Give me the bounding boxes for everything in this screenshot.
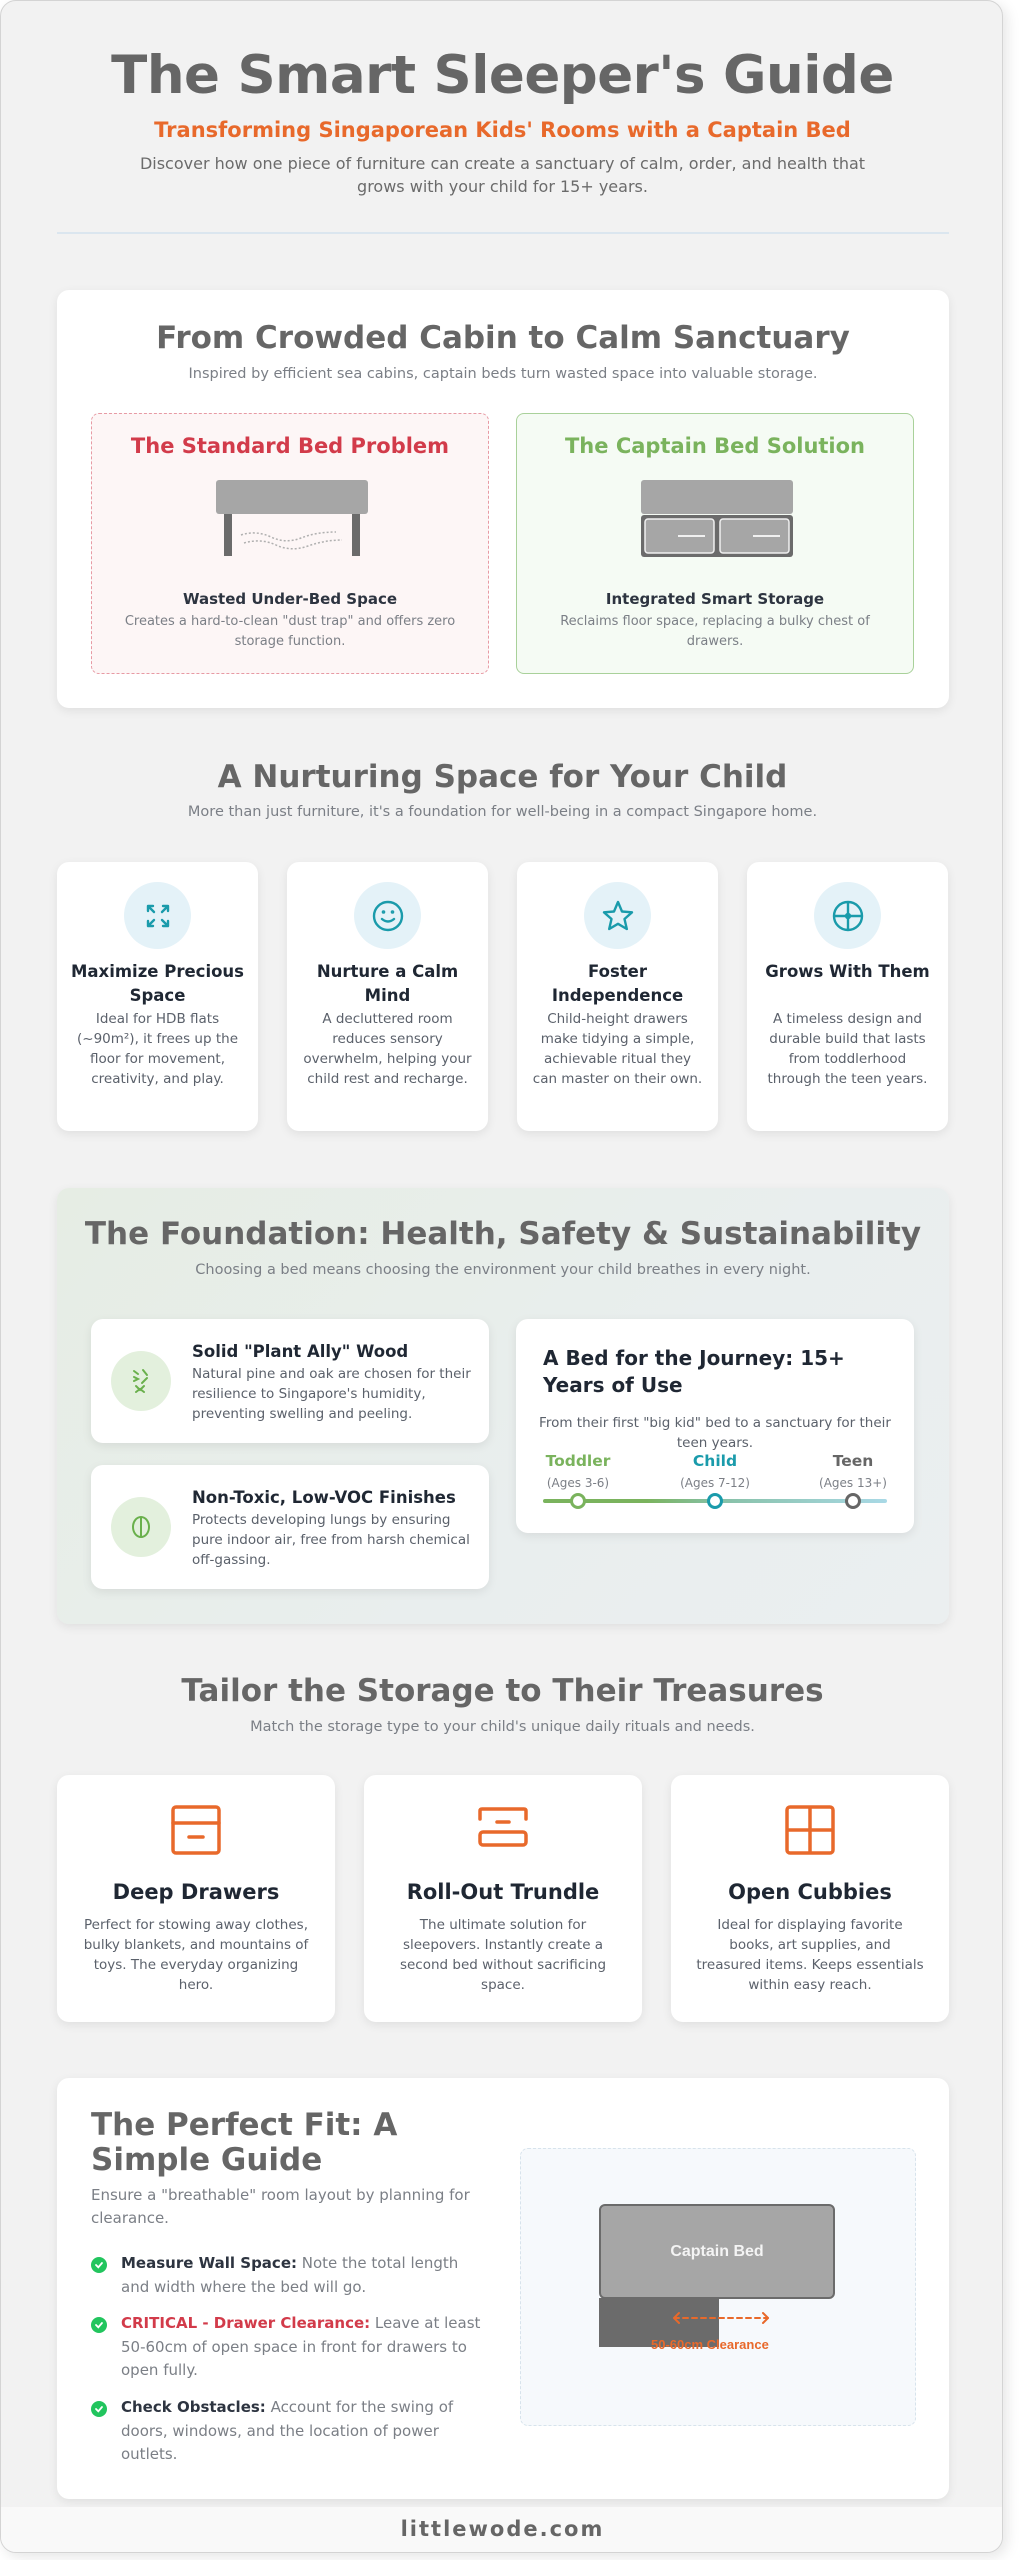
section-subtitle: Choosing a bed means choosing the environment your child breathes in every night. — [195, 1262, 811, 1278]
page-subtitle: Transforming Singaporean Kids' Rooms with a Captain Bed — [154, 118, 851, 142]
section-title: The Foundation: Health, Safety & Sustainability — [84, 1216, 922, 1252]
feature-desc: Ideal for HDB flats (~90m²), it frees up the floor for movement, creativity, and play. — [76, 1011, 239, 1087]
captain-bed-illustration — [641, 480, 793, 560]
storage-desc: Ideal for displaying favorite books, art supplies, and treasured items. Keeps essentials within easy reach. — [696, 1917, 924, 1993]
double-arrow-icon — [671, 2310, 771, 2326]
cubbies-icon — [785, 1805, 835, 1855]
expand-arrows-icon — [124, 882, 191, 949]
problem-title: The Standard Bed Problem — [130, 434, 450, 458]
section-desc: Ensure a "breathable" room layout by planning for clearance. — [91, 2186, 470, 2227]
clearance-label: 50-60cm Clearance — [651, 2337, 769, 2352]
divider — [57, 232, 949, 234]
problem-desc: Creates a hard-to-clean "dust trap" and offers zero storage function. — [124, 614, 456, 649]
storage-desc: Perfect for stowing away clothes, bulky blankets, and mountains of toys. The everyday organizing hero. — [83, 1917, 309, 1993]
stage-ages: (Ages 3-6) — [546, 1476, 610, 1490]
storage-card — [364, 1775, 642, 2022]
problem-panel — [91, 413, 489, 674]
section-title: From Crowded Cabin to Calm Sanctuary — [156, 320, 850, 356]
storage-card — [57, 1775, 335, 2022]
health-title: Non-Toxic, Low-VOC Finishes — [192, 1488, 456, 1507]
checklist-text: Note the total length and width where the bed will go. — [121, 2254, 459, 2296]
health-desc: Natural pine and oak are chosen for their resilience to Singapore's humidity, preventing swelling and peeling. — [192, 1366, 471, 1422]
bed-label: Captain Bed — [670, 2242, 764, 2260]
stage-ages: (Ages 7-12) — [680, 1476, 750, 1490]
feature-desc: Child-height drawers make tidying a simple, achievable ritual they can master on their own. — [532, 1011, 703, 1087]
storage-title: Deep Drawers — [112, 1880, 280, 1904]
checklist-item — [91, 2396, 491, 2467]
section-subtitle: More than just furniture, it's a foundation for well-being in a compact Singapore home. — [187, 804, 818, 820]
fit-guide-section — [57, 2078, 949, 2499]
storage-desc: The ultimate solution for sleepovers. Instantly create a second bed without sacrificing space. — [399, 1917, 607, 1993]
feature-card — [517, 862, 718, 1131]
health-card — [91, 1465, 489, 1589]
feature-title: Maximize Precious Space — [71, 962, 245, 1005]
feature-title: Nurture a Calm Mind — [316, 962, 459, 1005]
stage-name: Child — [692, 1452, 738, 1470]
standard-bed-illustration — [216, 480, 368, 560]
checklist-label-critical: CRITICAL - Drawer Clearance: — [121, 2314, 371, 2332]
health-card — [91, 1319, 489, 1443]
check-icon — [91, 2257, 107, 2273]
health-desc: Protects developing lungs by ensuring pure indoor air, free from harsh chemical off-gassing. — [192, 1512, 470, 1568]
journey-title: A Bed for the Journey: 15+ Years of Use — [543, 1346, 845, 1397]
star-icon — [584, 882, 651, 949]
stage-name: Teen — [832, 1452, 874, 1470]
page-lead: Discover how one piece of furniture can create a sanctuary of calm, order, and health that grows with your child for 15+ years. — [139, 154, 866, 196]
health-title: Solid "Plant Ally" Wood — [192, 1342, 409, 1361]
footer — [1, 2507, 1003, 2553]
stage-teen — [803, 1452, 903, 1490]
storage-card — [671, 1775, 949, 2022]
solution-desc: Reclaims floor space, replacing a bulky chest of drawers. — [560, 614, 870, 649]
section-title: Tailor the Storage to Their Treasures — [181, 1673, 824, 1709]
checklist-label: Check Obstacles: — [121, 2398, 266, 2416]
section-subtitle: Inspired by efficient sea cabins, captain beds turn wasted space into valuable storage. — [188, 366, 818, 382]
stage-toddler — [528, 1452, 628, 1490]
feature-card — [287, 862, 488, 1131]
compass-icon — [814, 882, 881, 949]
storage-title: Open Cubbies — [728, 1880, 892, 1904]
bed-footprint — [599, 2204, 835, 2299]
feature-card — [57, 862, 258, 1131]
timeline-dot-toddler — [570, 1493, 586, 1509]
comparison-section — [57, 290, 949, 708]
feature-title: Foster Independence — [551, 962, 684, 1005]
feature-title: Grows With Them — [765, 962, 930, 981]
feature-desc: A timeless design and durable build that lasts from toddlerhood through the teen years. — [767, 1011, 928, 1087]
leaf-icon — [111, 1497, 171, 1557]
problem-label: Wasted Under-Bed Space — [182, 590, 398, 608]
checklist-text: Account for the swing of doors, windows, and the location of power outlets. — [121, 2398, 454, 2463]
trundle-icon — [478, 1805, 528, 1855]
clearance-diagram — [520, 2148, 916, 2426]
check-icon — [91, 2317, 107, 2333]
section-title: The Perfect Fit: A Simple Guide — [91, 2107, 398, 2178]
check-icon — [91, 2401, 107, 2417]
smile-icon — [354, 882, 421, 949]
page-title: The Smart Sleeper's Guide — [111, 45, 894, 106]
checklist-text: Leave at least 50-60cm of open space in front for drawers to open fully. — [121, 2314, 481, 2379]
journey-desc: From their first "big kid" bed to a sanctuary for their teen years. — [539, 1415, 891, 1451]
drawer-icon — [171, 1805, 221, 1855]
checklist-item — [91, 2312, 491, 2383]
foundation-section — [57, 1188, 949, 1624]
storage-title: Roll-Out Trundle — [406, 1880, 600, 1904]
solution-title: The Captain Bed Solution — [564, 434, 866, 458]
wood-grain-icon — [111, 1351, 171, 1411]
feature-desc: A decluttered room reduces sensory overwhelm, helping your child rest and recharge. — [303, 1011, 472, 1087]
solution-panel — [516, 413, 914, 674]
solution-label: Integrated Smart Storage — [605, 590, 825, 608]
stage-ages: (Ages 13+) — [819, 1476, 887, 1490]
footer-site-link[interactable]: littlewode.com — [400, 2517, 605, 2541]
stage-name: Toddler — [545, 1452, 611, 1470]
journey-card — [516, 1319, 914, 1533]
checklist-item — [91, 2252, 491, 2299]
stage-child — [665, 1452, 765, 1490]
section-title: A Nurturing Space for Your Child — [217, 759, 788, 795]
checklist-label: Measure Wall Space: — [121, 2254, 297, 2272]
timeline-dot-teen — [845, 1493, 861, 1509]
feature-card — [747, 862, 948, 1131]
timeline-dot-child — [707, 1493, 723, 1509]
section-subtitle: Match the storage type to your child's unique daily rituals and needs. — [250, 1719, 755, 1735]
